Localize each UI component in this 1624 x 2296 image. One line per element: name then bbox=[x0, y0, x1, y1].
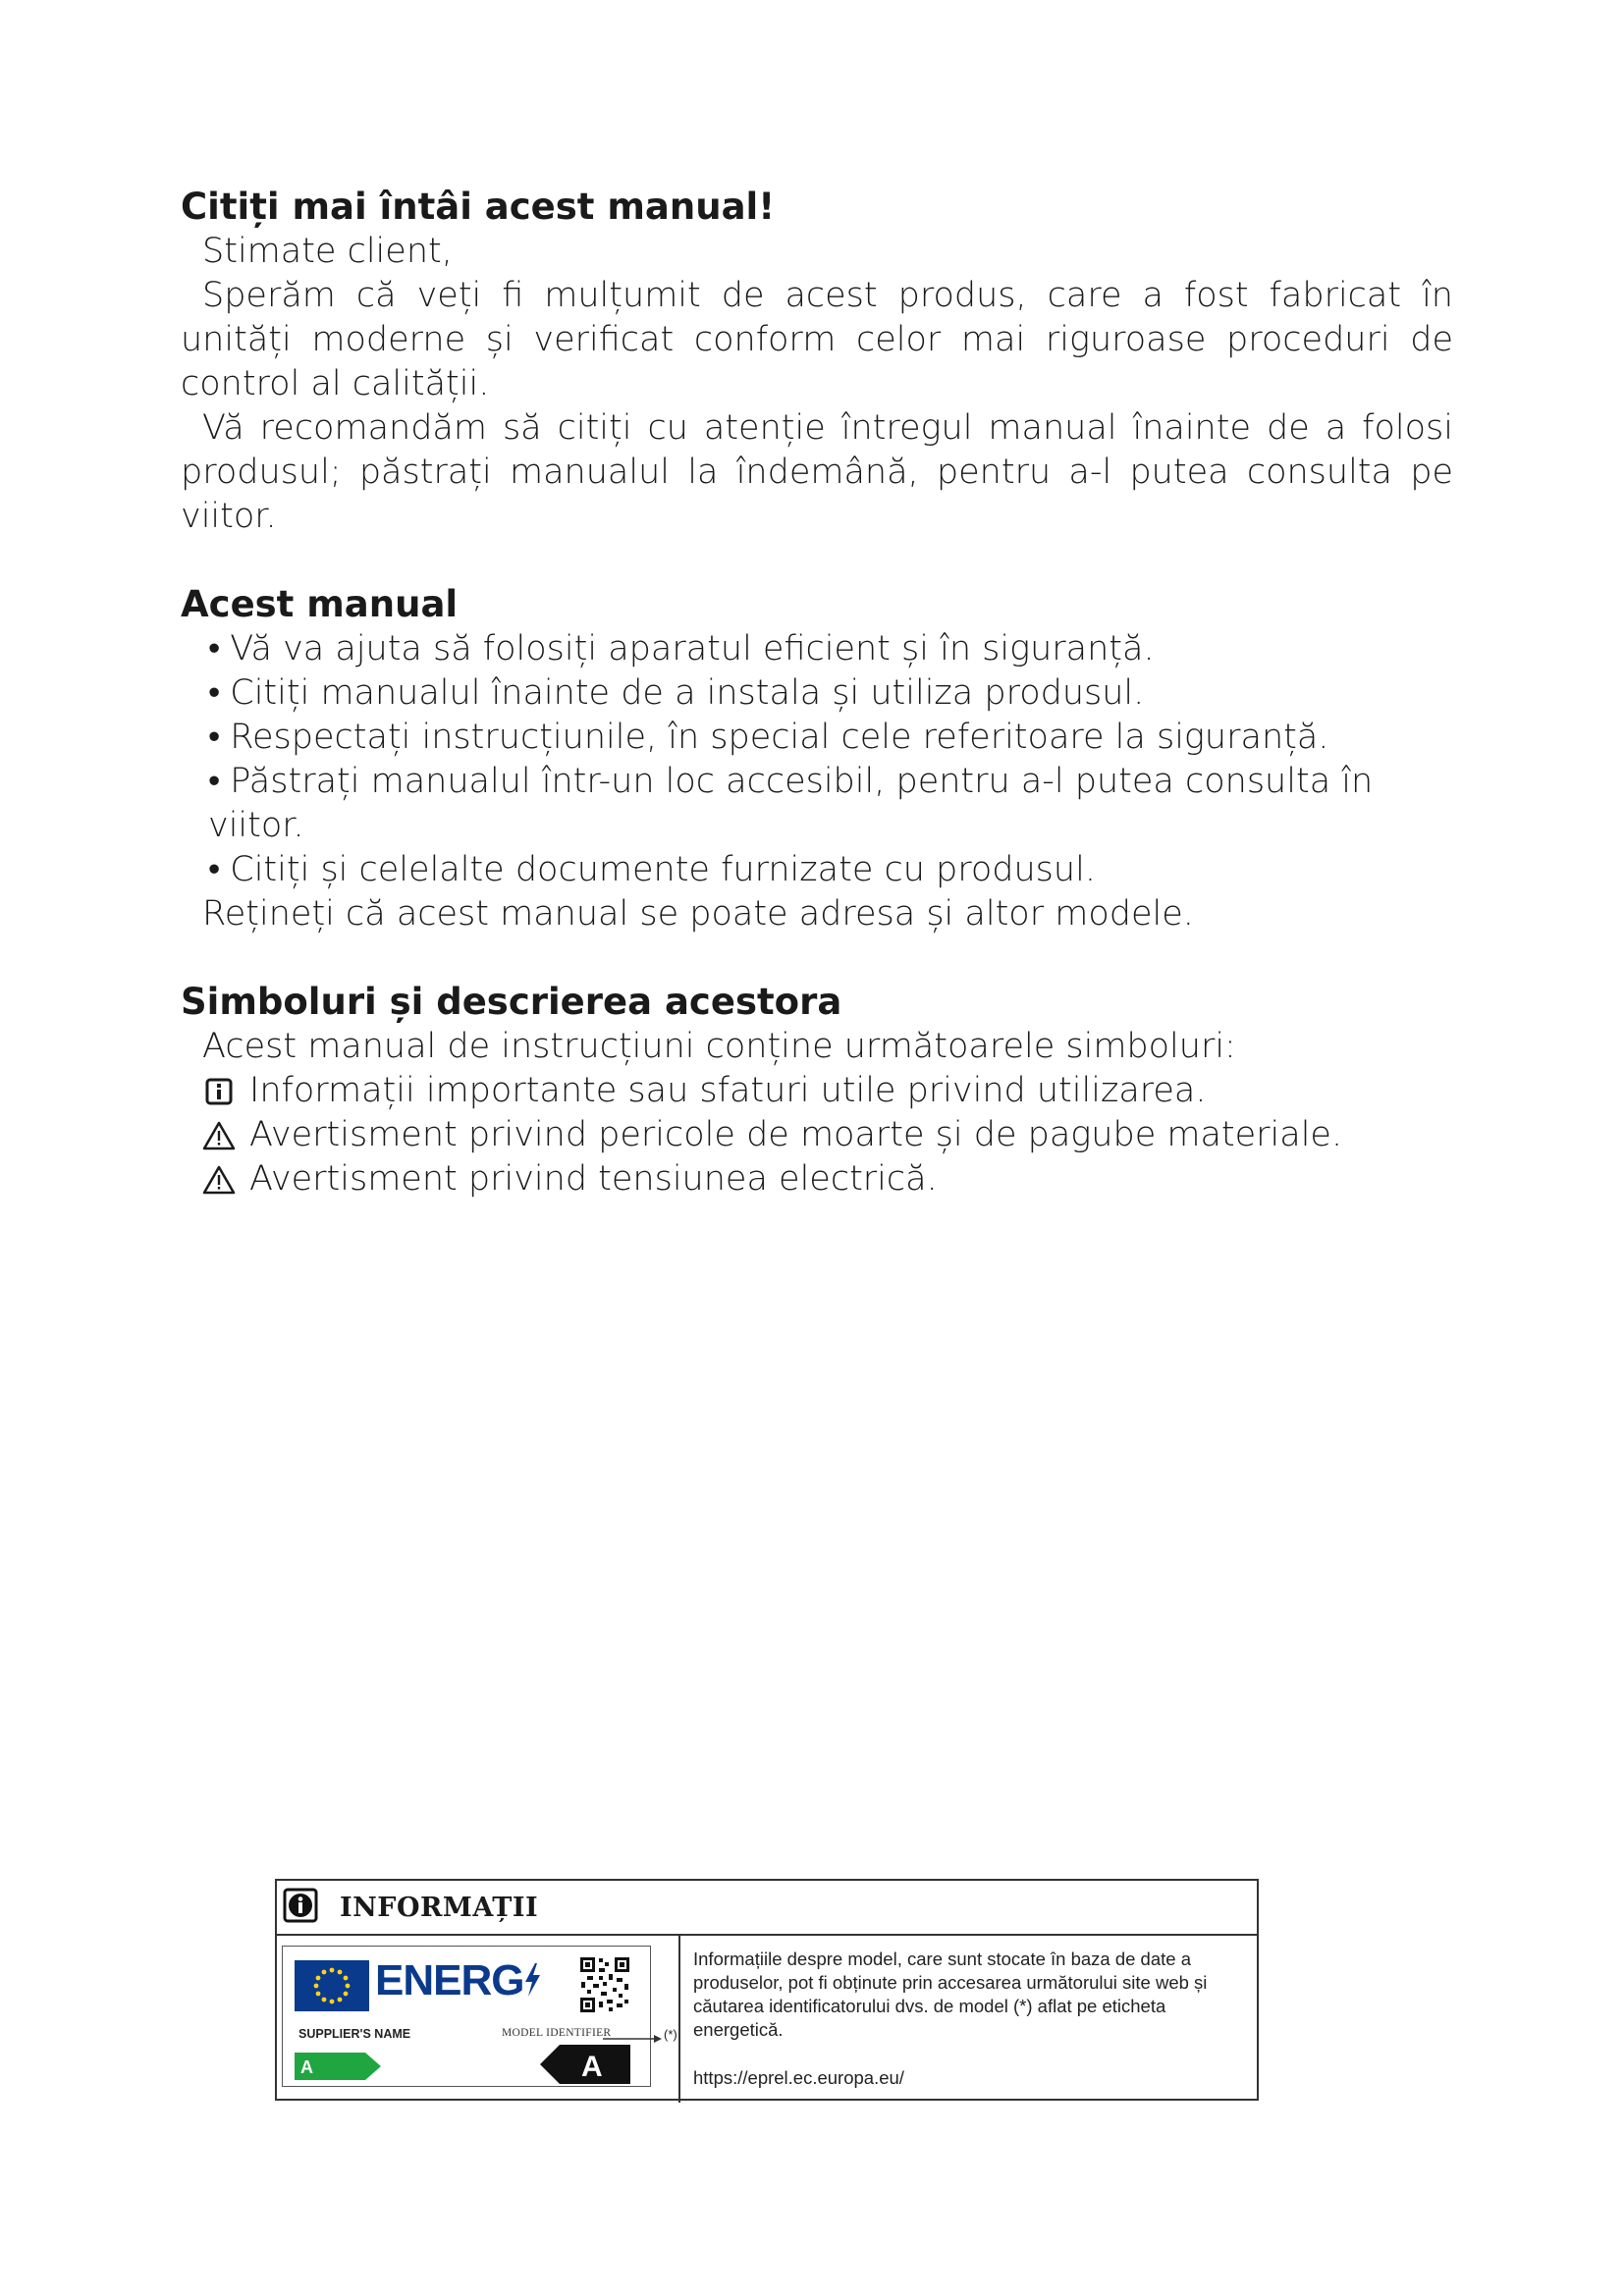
section-title-read-first: Citiți mai întâi acest manual! bbox=[181, 186, 776, 228]
recommendation-paragraph: Vă recomandăm să citiți cu atenție întregul manual înainte de a folosi produsul; păstrați manualul la îndemână, pentru a-l putea consulta pe viitor. bbox=[181, 408, 1453, 536]
symbol-row-electric: Avertisment privind tensiunea electrică. bbox=[181, 1157, 1453, 1201]
information-text-cell bbox=[680, 1936, 1257, 2103]
supplier-name: SUPPLIER'S NAME bbox=[298, 2027, 411, 2041]
section-title-this-manual: Acest manual bbox=[181, 583, 459, 625]
warning-triangle-icon bbox=[202, 1163, 236, 1197]
section-title-symbols: Simboluri și descrierea acestora bbox=[181, 981, 842, 1023]
energy-class-arrow-left bbox=[295, 2053, 381, 2080]
intro-paragraph: Sperăm că veți fi mulțumit de acest produs, care a fost fabricat în unități moderne și verificat conform celor mai riguroase proceduri de control al calității. bbox=[181, 276, 1453, 403]
information-box bbox=[275, 1879, 1259, 2101]
list-item: • Vă va ajuta să folosiți aparatul eficient și în siguranță. bbox=[208, 629, 1155, 668]
energy-brand: ENERG bbox=[375, 1956, 541, 2005]
energy-class-right-text: A bbox=[581, 2051, 603, 2083]
energy-class-arrow-right bbox=[540, 2045, 630, 2084]
models-note: Rețineți că acest manual se poate adresa și altor modele. bbox=[202, 894, 1194, 934]
warning-triangle-icon bbox=[202, 1119, 236, 1152]
symbol-row-danger: Avertisment privind pericole de moarte și de pagube materiale. bbox=[181, 1113, 1453, 1157]
information-title: INFORMAȚII bbox=[340, 1892, 539, 1923]
eprel-link[interactable]: https://eprel.ec.europa.eu/ bbox=[693, 2067, 904, 2088]
list-item: • Respectați instrucțiunile, în special cele referitoare la siguranță. bbox=[208, 718, 1329, 757]
symbol-row-info: Informații importante sau sfaturi utile privind utilizarea. bbox=[181, 1069, 1453, 1113]
model-identifier: MODEL IDENTIFIER bbox=[502, 2027, 612, 2039]
arrow-right-icon bbox=[603, 2034, 662, 2044]
list-item: • Citiți și celelalte documente furnizate cu produsul. bbox=[208, 850, 1096, 889]
symbols-intro: Acest manual de instrucțiuni conține următoarele simboluri: bbox=[202, 1027, 1236, 1066]
info-circle-icon bbox=[283, 1888, 318, 1927]
model-marker: (*) bbox=[664, 2027, 677, 2042]
eu-flag-icon bbox=[295, 1960, 369, 2011]
list-item: • Păstrați manualul într-un loc accesibil, pentru a-l putea consulta în viitor. bbox=[208, 762, 1374, 845]
info-icon bbox=[202, 1075, 236, 1108]
greeting: Stimate client, bbox=[202, 232, 453, 271]
qr-code-icon bbox=[579, 1956, 630, 2013]
energy-label-cell bbox=[277, 1936, 680, 2103]
manual-page bbox=[181, 185, 1453, 1201]
information-header bbox=[277, 1881, 1257, 1936]
energy-label bbox=[282, 1946, 677, 2087]
list-item: • Citiți manualul înainte de a instala și utiliza produsul. bbox=[208, 673, 1145, 713]
information-text: Informațiile despre model, care sunt stocate în baza de date a produselor, pot fi obținute prin accesarea următorului site web și căutarea identificatorului dvs. de model (*) aflat pe eticheta energetică. bbox=[693, 1949, 1208, 2040]
energy-class-left-text: A bbox=[300, 2057, 313, 2077]
